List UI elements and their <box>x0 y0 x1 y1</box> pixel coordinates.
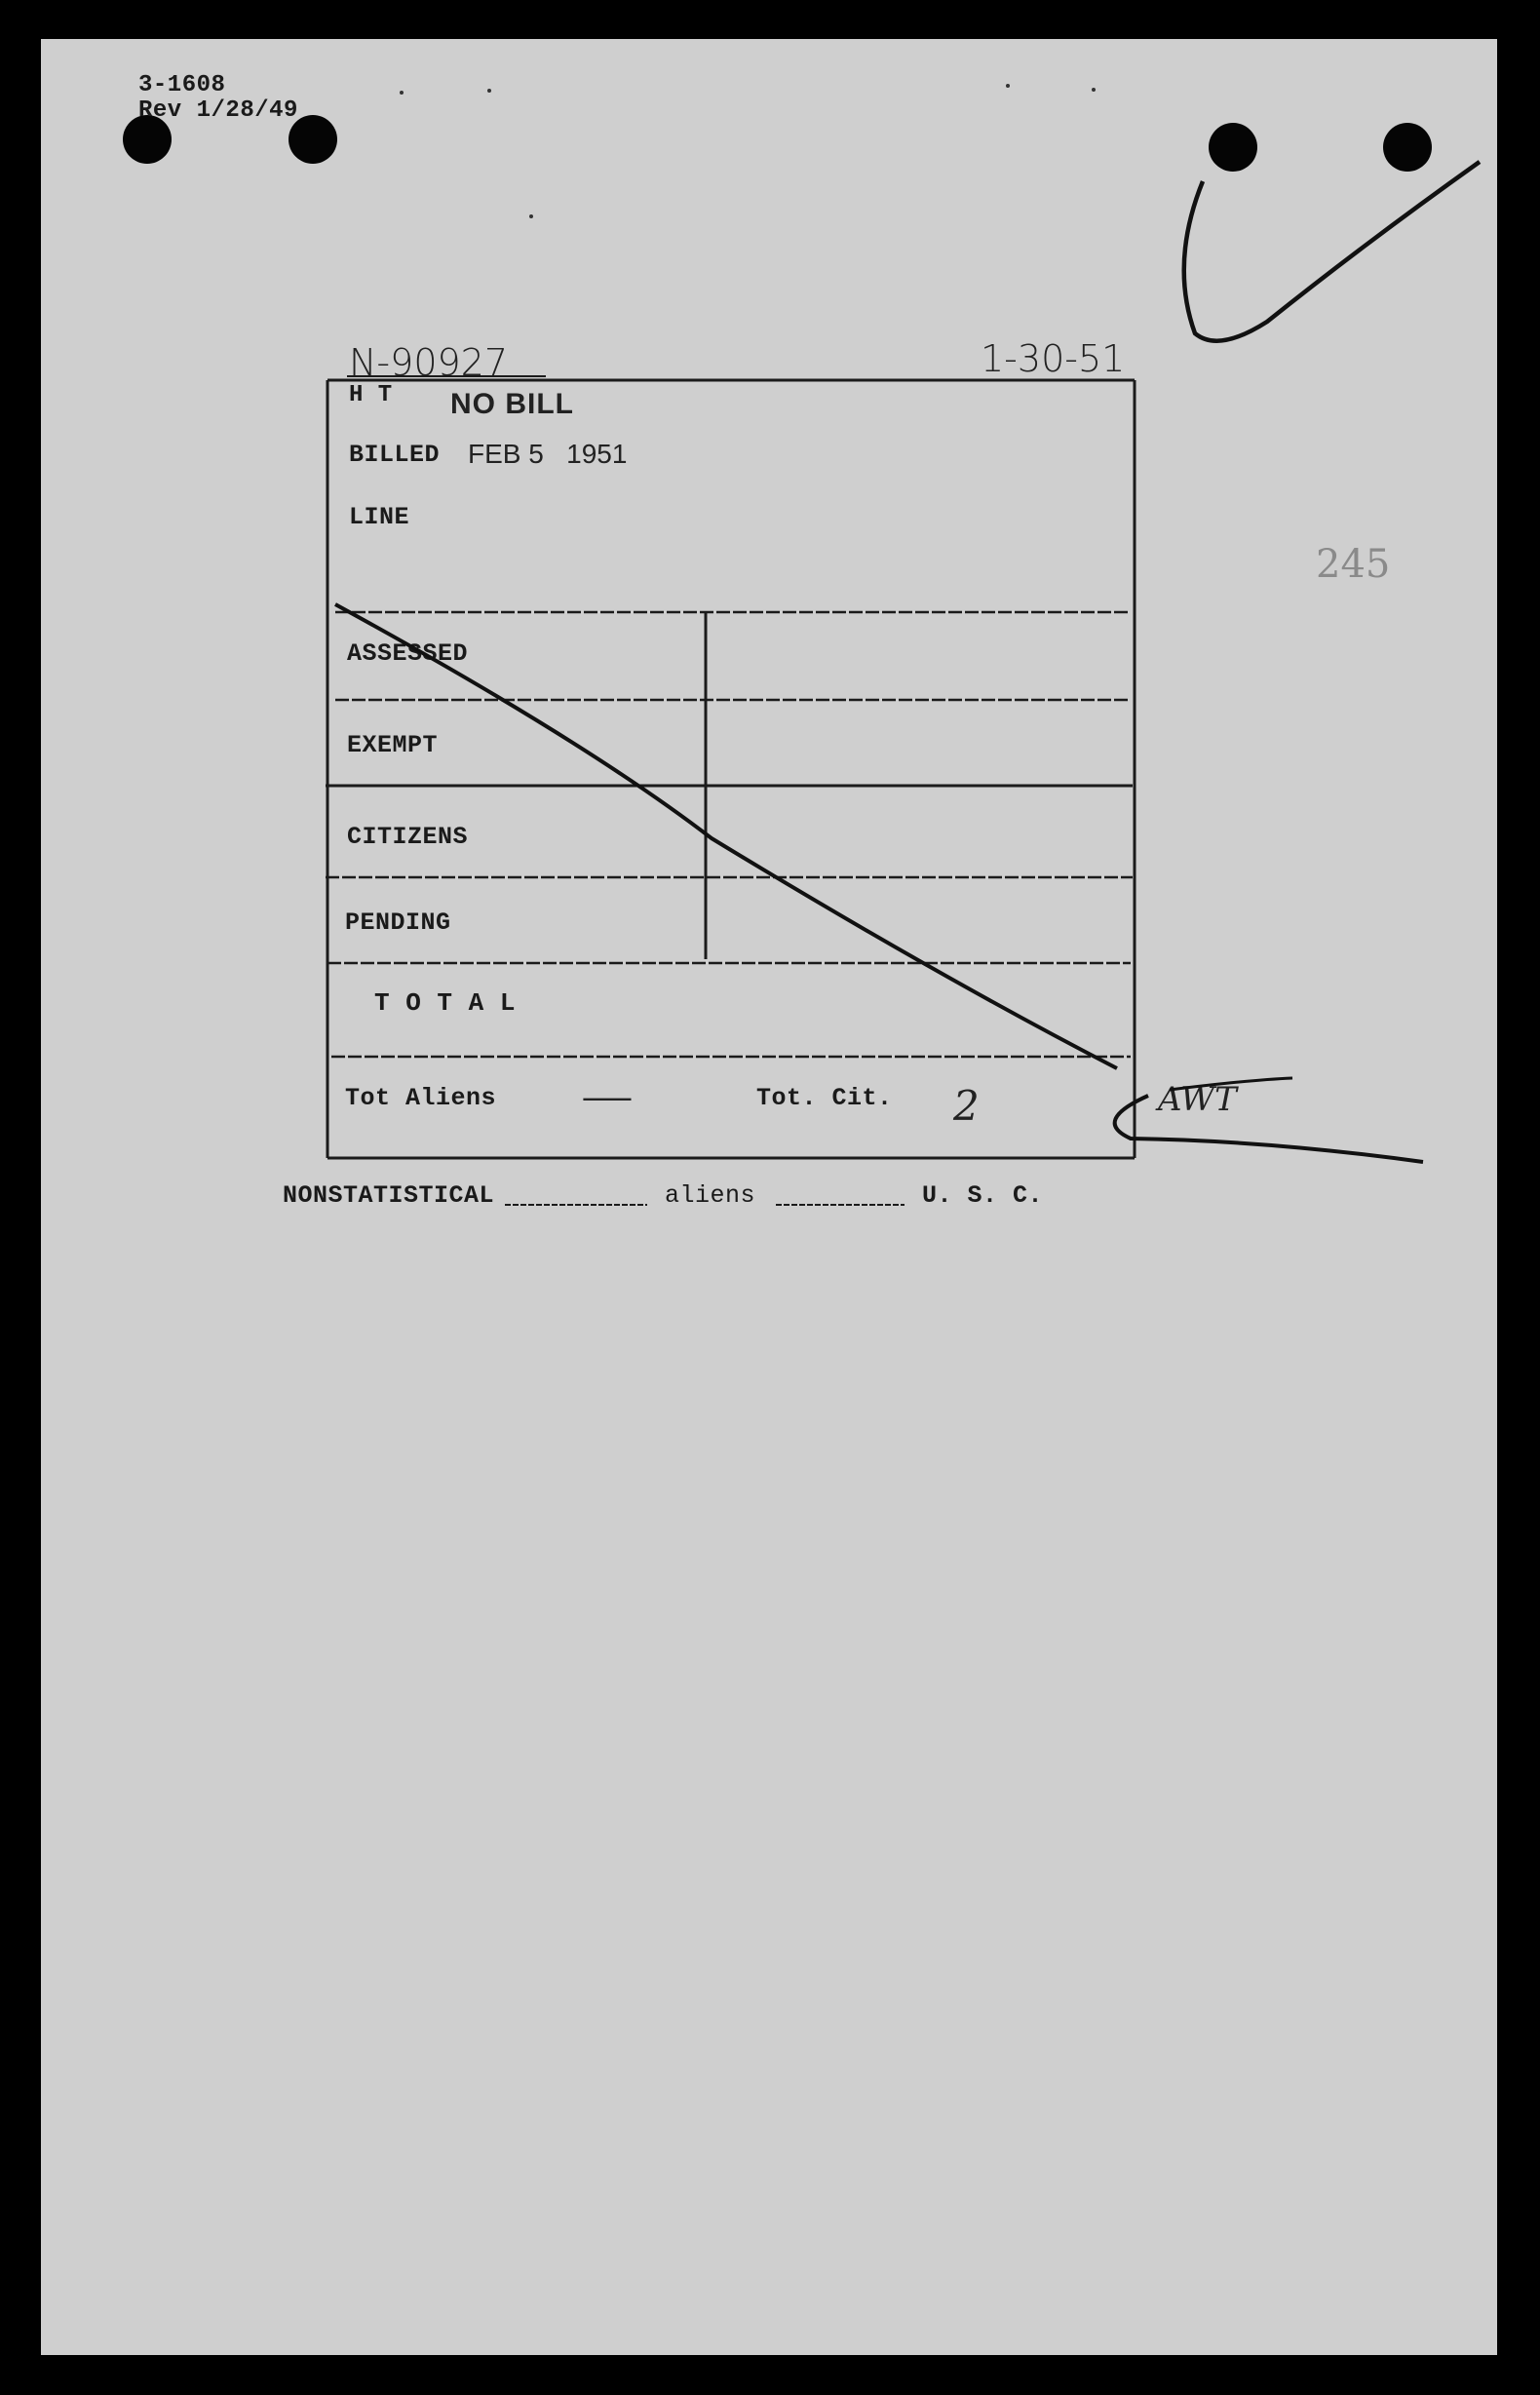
no-bill-stamp: NO BILL <box>450 388 574 420</box>
tot-aliens-value: — <box>580 1078 635 1117</box>
form-revision: Rev 1/28/49 <box>138 97 298 124</box>
tot-cit-label: Tot. Cit. <box>756 1084 893 1112</box>
speck <box>400 91 404 95</box>
speck <box>1092 88 1096 92</box>
billed-date-stamp: FEB 5 1951 <box>468 439 628 469</box>
billed-label: BILLED <box>349 441 441 469</box>
total-label: T O T A L <box>374 988 516 1018</box>
nonstatistical-label: NONSTATISTICAL <box>283 1181 495 1210</box>
speck <box>1006 84 1010 88</box>
form-number: 3-1608 <box>138 72 226 98</box>
speck <box>529 214 533 218</box>
row-label-pending: PENDING <box>345 908 451 937</box>
speck <box>487 89 491 93</box>
row-label-assessed: ASSESSED <box>347 639 469 668</box>
handwritten-total: 2 <box>953 1082 980 1130</box>
file-number: N-90927 <box>349 341 509 384</box>
initials: AWT <box>1158 1080 1237 1119</box>
aliens-label: aliens <box>665 1181 756 1210</box>
tot-aliens-label: Tot Aliens <box>345 1084 497 1112</box>
row-label-citizens: CITIZENS <box>347 823 469 851</box>
line-label: LINE <box>349 503 410 531</box>
punch-hole <box>1383 123 1432 172</box>
usc-label: U. S. C. <box>922 1181 1044 1210</box>
document-page <box>41 39 1497 2355</box>
ht-label: H T <box>349 382 393 408</box>
row-label-exempt: EXEMPT <box>347 731 439 759</box>
handwritten-date: 1-30-51 <box>981 337 1126 380</box>
punch-hole <box>1209 123 1257 172</box>
page-number: 245 <box>1316 542 1391 587</box>
